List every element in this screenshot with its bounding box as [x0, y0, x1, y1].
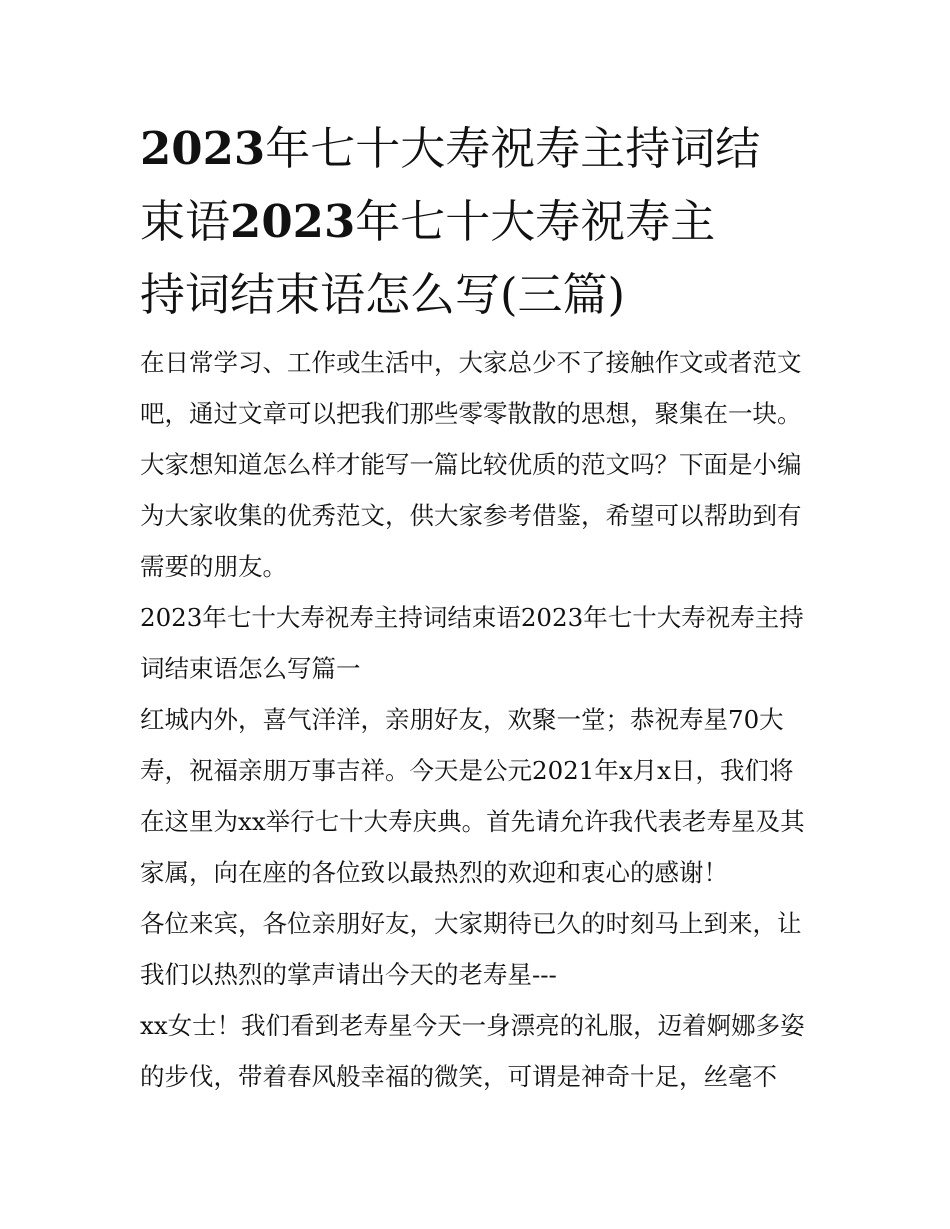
title-year-1: 2023 [140, 122, 266, 175]
intro-paragraph: 在日常学习、工作或生活中，大家总少不了接触作文或者范文吧，通过文章可以把我们那些零零散散的思想，聚集在一块。大家想知道怎么样才能写一篇比较优质的范文吗？下面是小编为大家收集的优秀范文，供大家参考借鉴，希望可以帮助到有需要的朋友。 [140, 348, 802, 581]
document-body [140, 112, 812, 1102]
title-part-2: 束语 [140, 195, 231, 248]
title-part-1: 年七十大寿祝寿主持词结 [265, 122, 761, 175]
title-part-4: 持词结束语怎么写(三篇) [140, 268, 626, 321]
title-part-3: 年七十大寿祝寿主 [355, 195, 716, 248]
body-paragraph-2: 各位来宾，各位亲朋好友，大家期待已久的时刻马上到来，让我们以热烈的掌声请出今天的老寿星--- [140, 909, 802, 989]
section-heading: 2023年七十大寿祝寿主持词结束语2023年七十大寿祝寿主持词结束语怎么写篇一 [140, 603, 804, 683]
document-title [140, 112, 812, 331]
body-paragraph-1: 红城内外，喜气洋洋，亲朋好友，欢聚一堂；恭祝寿星70大寿，祝福亲朋万事吉祥。今天是公元2021年x月x日，我们将在这里为xx举行七十大寿庆典。首先请允许我代表老寿星及其家属，向在座的各位致以最热烈的欢迎和衷心的感谢！ [140, 705, 805, 887]
title-year-2: 2023 [230, 195, 356, 248]
body-paragraph-3: xx女士！我们看到老寿星今天一身漂亮的礼服，迈着婀娜多姿的步伐，带着春风般幸福的微笑，可谓是神奇十足，丝毫不 [140, 1011, 805, 1091]
